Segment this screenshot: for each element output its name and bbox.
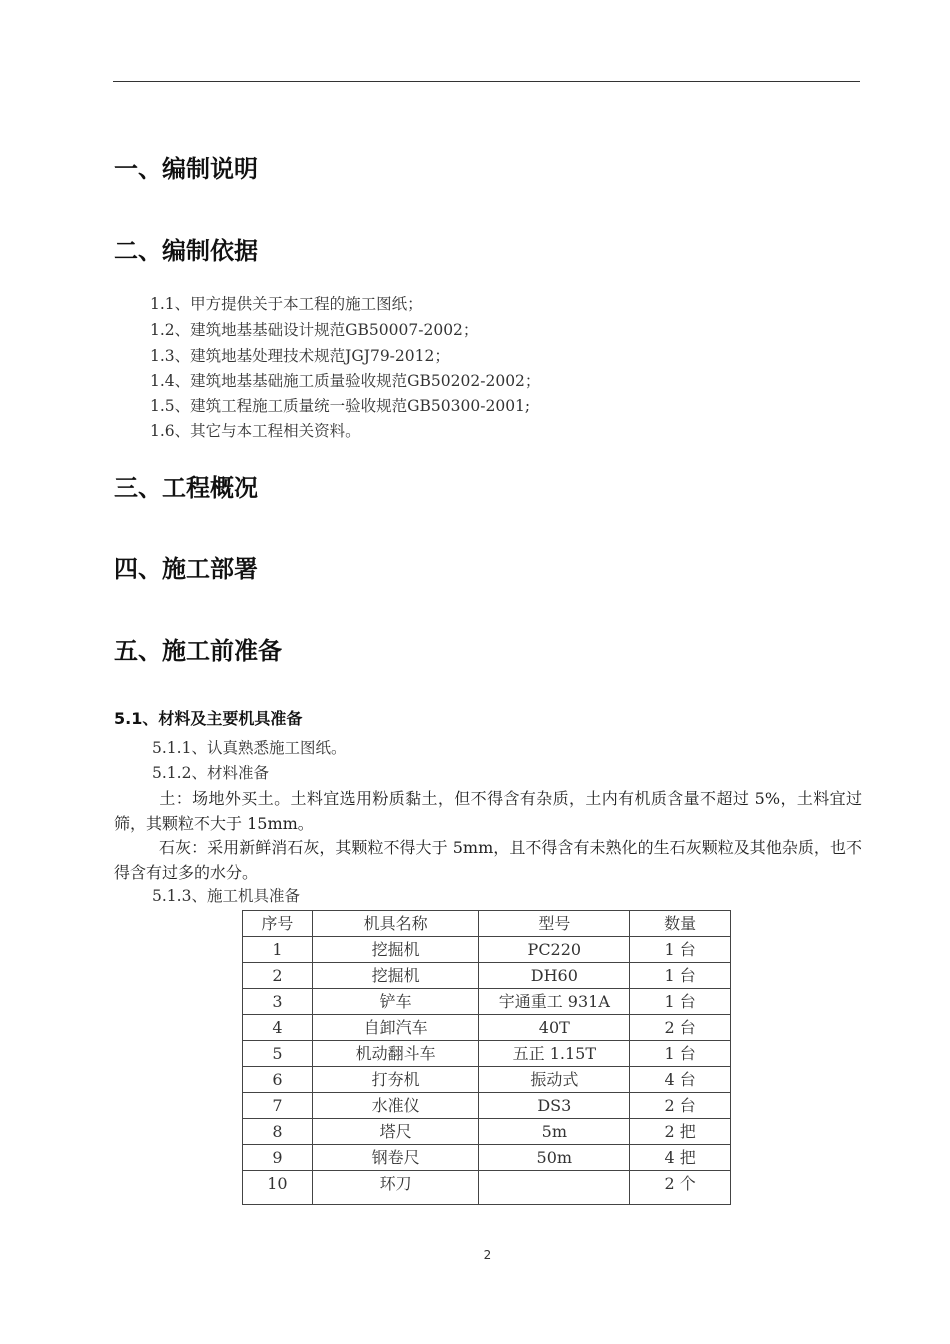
subsection-materials: 5.1.2、材料准备 bbox=[152, 764, 269, 782]
table-cell: 40T bbox=[479, 1015, 630, 1041]
table-row bbox=[243, 963, 731, 989]
table-row bbox=[243, 1171, 731, 1205]
table-cell: PC220 bbox=[479, 937, 630, 963]
table-row bbox=[243, 1119, 731, 1145]
table-cell: DS3 bbox=[479, 1093, 630, 1119]
subsection-tools: 5.1.3、施工机具准备 bbox=[152, 887, 300, 905]
table-cell: 1 台 bbox=[630, 1041, 731, 1067]
table-row bbox=[243, 1041, 731, 1067]
heading-compilation-basis: 二、编制依据 bbox=[114, 237, 258, 265]
table-header-row bbox=[243, 911, 731, 937]
table-cell: 4 把 bbox=[630, 1145, 731, 1171]
table-cell: 五正 1.15T bbox=[479, 1041, 630, 1067]
table-cell: 3 bbox=[243, 989, 313, 1015]
table-cell: 振动式 bbox=[479, 1067, 630, 1093]
table-cell: 5 bbox=[243, 1041, 313, 1067]
table-cell: 2 bbox=[243, 963, 313, 989]
table-row bbox=[243, 937, 731, 963]
table-header-cell: 数量 bbox=[630, 911, 731, 937]
paragraph-soil bbox=[114, 786, 862, 836]
table-row bbox=[243, 989, 731, 1015]
basis-item: 1.6、其它与本工程相关资料。 bbox=[150, 422, 361, 440]
table-header-cell: 机具名称 bbox=[312, 911, 479, 937]
table-cell: 4 台 bbox=[630, 1067, 731, 1093]
table-cell: DH60 bbox=[479, 963, 630, 989]
table-cell: 1 台 bbox=[630, 989, 731, 1015]
equipment-table bbox=[242, 910, 731, 1205]
heading-project-overview: 三、工程概况 bbox=[114, 474, 258, 502]
subheading-materials-tools: 5.1、材料及主要机具准备 bbox=[114, 709, 303, 728]
table-cell: 8 bbox=[243, 1119, 313, 1145]
page-number: 2 bbox=[483, 1248, 492, 1262]
paragraph-lime bbox=[114, 835, 862, 885]
table-row bbox=[243, 1067, 731, 1093]
table-cell: 5m bbox=[479, 1119, 630, 1145]
heading-preparation: 五、施工前准备 bbox=[114, 637, 282, 665]
table-cell: 挖掘机 bbox=[312, 937, 479, 963]
table-cell: 钢卷尺 bbox=[312, 1145, 479, 1171]
basis-item: 1.2、建筑地基基础设计规范GB50007-2002； bbox=[150, 321, 479, 339]
table-cell: 铲车 bbox=[312, 989, 479, 1015]
table-header-cell: 型号 bbox=[479, 911, 630, 937]
table-cell: 自卸汽车 bbox=[312, 1015, 479, 1041]
heading-compilation-notes: 一、编制说明 bbox=[114, 155, 258, 183]
table-cell: 50m bbox=[479, 1145, 630, 1171]
table-cell: 打夯机 bbox=[312, 1067, 479, 1093]
table-cell: 宇通重工 931A bbox=[479, 989, 630, 1015]
table-cell: 9 bbox=[243, 1145, 313, 1171]
table-row bbox=[243, 1093, 731, 1119]
table-cell: 1 bbox=[243, 937, 313, 963]
table-row bbox=[243, 1015, 731, 1041]
header-rule bbox=[113, 81, 860, 82]
table-cell: 2 台 bbox=[630, 1015, 731, 1041]
table-cell: 水准仪 bbox=[312, 1093, 479, 1119]
table-cell: 7 bbox=[243, 1093, 313, 1119]
table-cell: 挖掘机 bbox=[312, 963, 479, 989]
table-cell bbox=[479, 1171, 630, 1205]
table-row bbox=[243, 1145, 731, 1171]
basis-item: 1.5、建筑工程施工质量统一验收规范GB50300-2001; bbox=[150, 397, 531, 415]
table-cell: 4 bbox=[243, 1015, 313, 1041]
table-cell: 10 bbox=[243, 1171, 313, 1205]
table-cell: 环刀 bbox=[312, 1171, 479, 1205]
basis-item: 1.3、建筑地基处理技术规范JGJ79-2012； bbox=[150, 347, 450, 365]
heading-construction-deployment: 四、施工部署 bbox=[114, 555, 258, 583]
subsection-drawings: 5.1.1、认真熟悉施工图纸。 bbox=[152, 739, 347, 757]
paragraph-soil-text: 土：场地外买土。土料宜选用粉质黏土，但不得含有杂质，土内有机质含量不超过 5%，土料宜过筛，其颗粒不大于 15mm。 bbox=[114, 789, 862, 833]
table-cell: 6 bbox=[243, 1067, 313, 1093]
table-cell: 1 台 bbox=[630, 937, 731, 963]
paragraph-lime-text: 石灰：采用新鲜消石灰，其颗粒不得大于 5mm，且不得含有未熟化的生石灰颗粒及其他杂质，也不得含有过多的水分。 bbox=[114, 838, 862, 882]
basis-item: 1.1、甲方提供关于本工程的施工图纸； bbox=[150, 295, 423, 313]
basis-item: 1.4、建筑地基基础施工质量验收规范GB50202-2002； bbox=[150, 372, 541, 390]
table-cell: 1 台 bbox=[630, 963, 731, 989]
table-cell: 2 台 bbox=[630, 1093, 731, 1119]
table-cell: 2 个 bbox=[630, 1171, 731, 1205]
table-cell: 塔尺 bbox=[312, 1119, 479, 1145]
table-header-cell: 序号 bbox=[243, 911, 313, 937]
table-cell: 2 把 bbox=[630, 1119, 731, 1145]
table-cell: 机动翻斗车 bbox=[312, 1041, 479, 1067]
